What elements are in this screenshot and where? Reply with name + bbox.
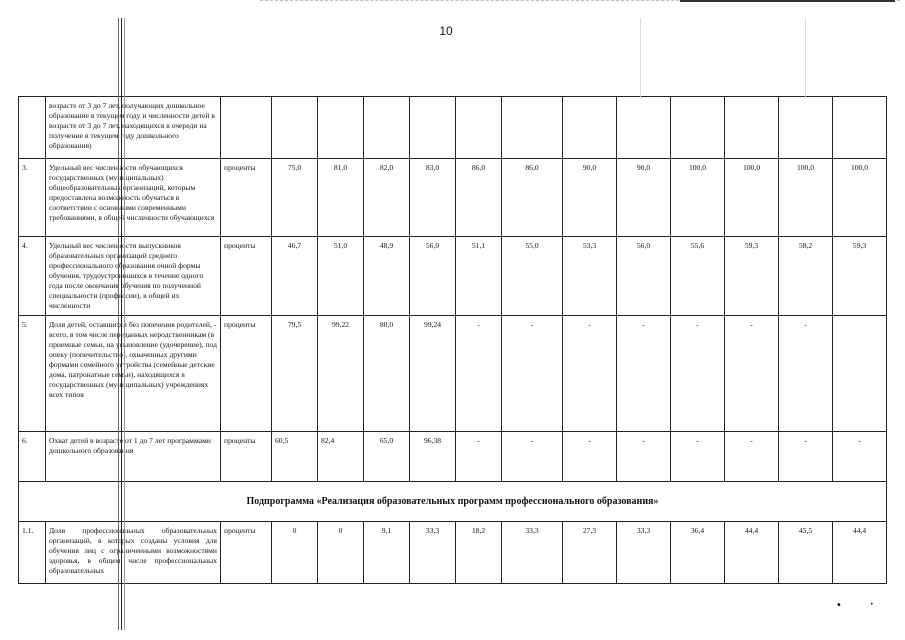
value-cell: 86,0 xyxy=(456,159,502,237)
value-cell: - xyxy=(671,316,725,432)
indicator-description: Удельный вес численности обучающихся государственных (муниципальных) общеобразовательных организаций, которым предоставлена возможность обучаться в соответствии с основными современными требованиями, в общей численности обучающихся xyxy=(46,159,221,237)
value-cell xyxy=(563,97,617,159)
table-row xyxy=(19,159,887,237)
value-cell: 48,9 xyxy=(364,237,410,316)
value-cell: 33,3 xyxy=(410,522,456,584)
value-cell: - xyxy=(779,316,833,432)
value-cell: 18,2 xyxy=(456,522,502,584)
unit-of-measure: проценты xyxy=(221,522,272,584)
value-cell: 65,0 xyxy=(364,432,410,482)
value-cell: - xyxy=(456,432,502,482)
value-cell xyxy=(833,97,887,159)
scan-artifact-line xyxy=(805,18,806,98)
value-cell: 33,3 xyxy=(502,522,563,584)
value-cell: 80,0 xyxy=(364,316,410,432)
value-cell: 100,0 xyxy=(671,159,725,237)
value-cell: 0 xyxy=(272,522,318,584)
value-cell: 0 xyxy=(318,522,364,584)
unit-of-measure xyxy=(221,97,272,159)
value-cell: 33,3 xyxy=(617,522,671,584)
row-number: 3. xyxy=(19,159,46,237)
value-cell: 45,5 xyxy=(779,522,833,584)
scan-top-edge-solid xyxy=(680,0,895,2)
row-number: 6. xyxy=(19,432,46,482)
indicators-table xyxy=(18,96,887,584)
value-cell: 56,0 xyxy=(410,237,456,316)
value-cell: 59,3 xyxy=(833,237,887,316)
value-cell xyxy=(272,97,318,159)
section-header-row xyxy=(19,482,887,522)
scan-artifact-line xyxy=(124,18,125,630)
value-cell xyxy=(725,97,779,159)
value-cell: 75,0 xyxy=(272,159,318,237)
value-cell: - xyxy=(617,432,671,482)
value-cell: 44,4 xyxy=(833,522,887,584)
value-cell: 51,0 xyxy=(318,237,364,316)
value-cell: 79,5 xyxy=(272,316,318,432)
value-cell: 83,0 xyxy=(410,159,456,237)
value-cell: 53,3 xyxy=(563,237,617,316)
scan-speck: • xyxy=(870,601,874,608)
value-cell: - xyxy=(502,432,563,482)
value-cell: 51,1 xyxy=(456,237,502,316)
value-cell: 55,0 xyxy=(502,237,563,316)
value-cell: 90,0 xyxy=(563,159,617,237)
value-cell xyxy=(502,97,563,159)
table-row xyxy=(19,522,887,584)
value-cell: - xyxy=(725,316,779,432)
value-cell xyxy=(779,97,833,159)
value-cell: 36,4 xyxy=(671,522,725,584)
value-cell: 82,4 xyxy=(318,432,364,482)
value-cell: 99,24 xyxy=(410,316,456,432)
value-cell xyxy=(410,97,456,159)
row-number xyxy=(19,97,46,159)
section-title: Подпрограмма «Реализация образовательных программ профессионального образования» xyxy=(19,482,887,522)
table-row xyxy=(19,432,887,482)
value-cell: - xyxy=(502,316,563,432)
indicator-description: возрасте от 3 до 7 лет, получающих дошкольное образование в текущем году и численности детей в возрасте от 3 до 7 лет, находящихся в очереди на получение в текущем году дошкольного образования) xyxy=(46,97,221,159)
value-cell xyxy=(833,316,887,432)
value-cell: 82,0 xyxy=(364,159,410,237)
unit-of-measure: проценты xyxy=(221,237,272,316)
value-cell: 100,0 xyxy=(833,159,887,237)
value-cell: 55,6 xyxy=(671,237,725,316)
value-cell: 100,0 xyxy=(779,159,833,237)
value-cell: - xyxy=(833,432,887,482)
value-cell xyxy=(364,97,410,159)
unit-of-measure: проценты xyxy=(221,432,272,482)
scan-artifact-line xyxy=(121,18,122,630)
value-cell: - xyxy=(725,432,779,482)
value-cell: 60,5 xyxy=(272,432,318,482)
value-cell: 46,7 xyxy=(272,237,318,316)
indicator-description: Удельный вес численности выпускников образовательных организаций среднего профессионального образования очной формы обучения, трудоустроившихся в течение одного года после окончания обучения по полученной специальности (профессии), в общей их численности xyxy=(46,237,221,316)
value-cell: - xyxy=(563,432,617,482)
value-cell xyxy=(617,97,671,159)
value-cell: 100,0 xyxy=(725,159,779,237)
scan-artifact-line xyxy=(118,18,119,630)
value-cell: 56,0 xyxy=(617,237,671,316)
value-cell: 81,0 xyxy=(318,159,364,237)
value-cell: - xyxy=(671,432,725,482)
page-number: 10 xyxy=(439,24,453,38)
value-cell xyxy=(456,97,502,159)
row-number: 1.1. xyxy=(19,522,46,584)
table-row xyxy=(19,237,887,316)
unit-of-measure: проценты xyxy=(221,316,272,432)
value-cell: 9,1 xyxy=(364,522,410,584)
table-row xyxy=(19,97,887,159)
indicator-description: Охват детей в возрасте от 1 до 7 лет программами дошкольного образования xyxy=(46,432,221,482)
value-cell: 59,3 xyxy=(725,237,779,316)
value-cell: 86,0 xyxy=(502,159,563,237)
value-cell: - xyxy=(617,316,671,432)
unit-of-measure: проценты xyxy=(221,159,272,237)
indicator-description: Доля детей, оставшихся без попечения родителей, - всего, в том числе переданных неродственникам (в приемные семьи, на усыновление (удочерение), под опеку (попечительство), охваченных другими формами семейного устройства (семейные детские дома, патронатные семьи), находящихся в государственных (муниципальных) учреждениях всех типов xyxy=(46,316,221,432)
value-cell: 58,2 xyxy=(779,237,833,316)
value-cell xyxy=(671,97,725,159)
table-row xyxy=(19,316,887,432)
value-cell: - xyxy=(779,432,833,482)
value-cell: 99,22 xyxy=(318,316,364,432)
row-number: 4. xyxy=(19,237,46,316)
value-cell: 27,3 xyxy=(563,522,617,584)
value-cell: - xyxy=(563,316,617,432)
value-cell: 44,4 xyxy=(725,522,779,584)
value-cell: - xyxy=(456,316,502,432)
value-cell: 90,0 xyxy=(617,159,671,237)
row-number: 5. xyxy=(19,316,46,432)
scan-speck: • xyxy=(836,600,842,611)
scan-artifact-line xyxy=(640,18,641,98)
value-cell xyxy=(318,97,364,159)
indicator-description: Доля профессиональных образовательных организаций, в которых созданы условия для обучения лиц с ограниченными возможностями здоровья, в общем числе профессиональных образовательных xyxy=(46,522,221,584)
value-cell: 96,38 xyxy=(410,432,456,482)
